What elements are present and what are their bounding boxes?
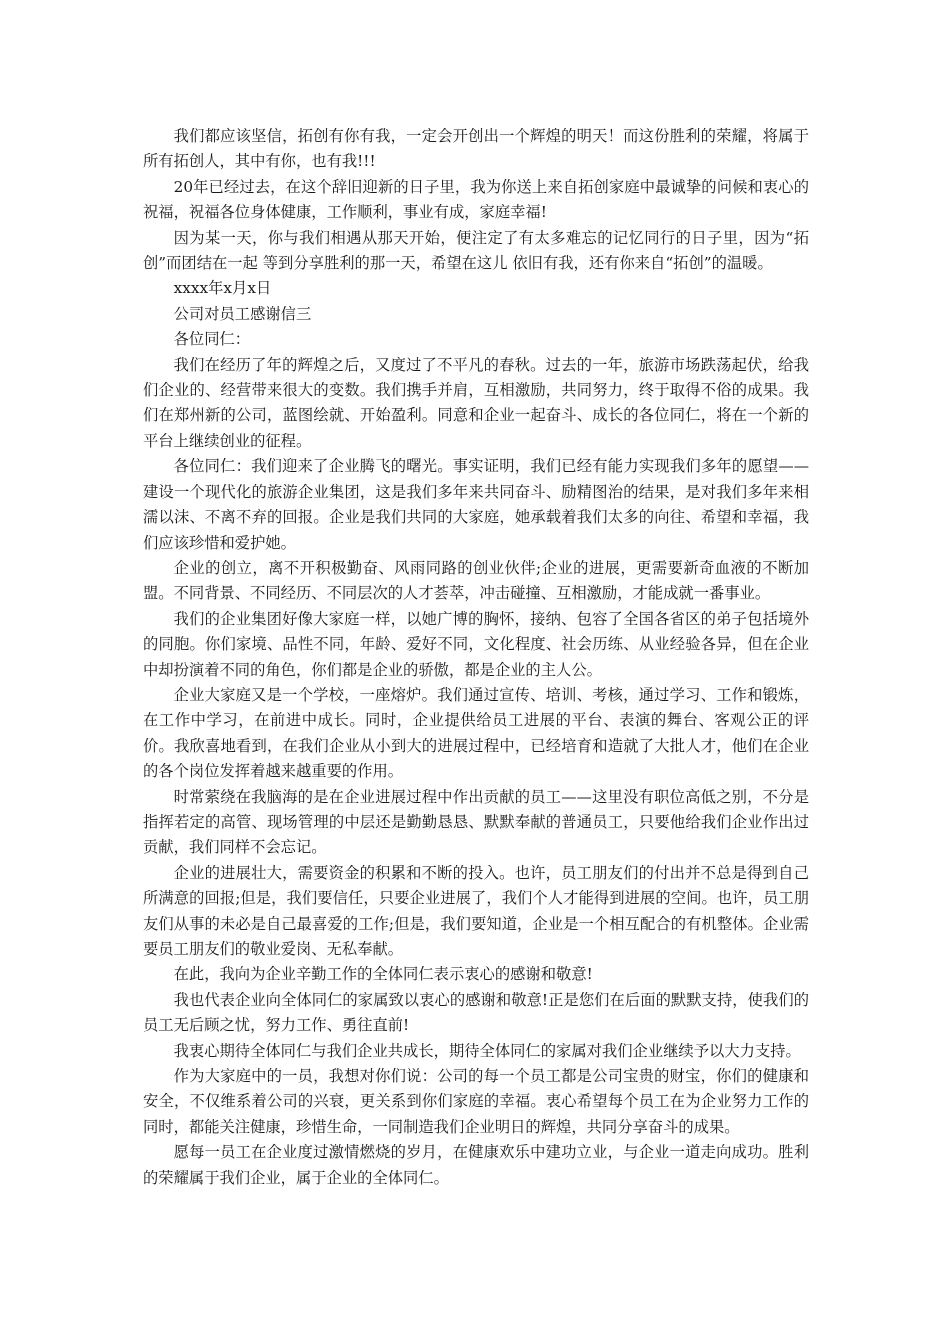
salutation: 各位同仁： bbox=[173, 330, 251, 349]
paragraph-14: 作为大家庭中的一员，我想对你们说：公司的每一个员工都是公司宝贵的财宝，你们的健康和安全，不仅维系着公司的兴衰，更关系到你们家庭的幸福。衷心希望每个员工在为企业努力工作的同时，都能关注健康，珍惜生命，一同制造我们企业明日的辉煌，共同分享奋斗的成果。 bbox=[143, 1067, 809, 1136]
paragraph-6: 企业的创立，离不开积极勤奋、风雨同路的创业伙伴;企业的进展，更需要新奇血液的不断加盟。不同背景、不同经历、不同层次的人才荟萃，冲击碰撞、互相激励，才能成就一番事业。 bbox=[143, 558, 809, 603]
paragraph-9: 时常萦绕在我脑海的是在企业进展过程中作出贡献的员工——这里没有职位高低之别，不分是指挥若定的高管、现场管理的中层还是勤勤恳恳、默默奉献的普通员工，只要他给我们企业作出过贡献，我们同样不会忘记。 bbox=[143, 787, 809, 857]
paragraph-10: 企业的进展壮大，需要资金的积累和不断的投入。也许，员工朋友们的付出并不总是得到自己所满意的回报;但是，我们要信任，只要企业进展了，我们个人才能得到进展的空间。也许，员工朋友们从事的未必是自己最喜爱的工作;但是，我们要知道，企业是一个相互配合的有机整体。企业需要员工朋友们的敬业爱岗、无私奉献。 bbox=[143, 863, 809, 958]
paragraph-3: 因为某一天，你与我们相遇从那天开始，便注定了有太多难忘的记忆同行的日子里，因为“拓创”而团结在一起 等到分享胜利的那一天，希望在这儿 依旧有我，还有你来自“拓创”的温暖。 bbox=[143, 228, 809, 273]
paragraph-1: 我们都应该坚信，拓创有你有我，一定会开创出一个辉煌的明天！而这份胜利的荣耀，将属于所有拓创人，其中有你，也有我!!! bbox=[143, 127, 809, 171]
paragraph-15: 愿每一员工在企业度过激情燃烧的岁月，在健康欢乐中建功立业，与企业一道走向成功。胜利的荣耀属于我们企业，属于企业的全体同仁。 bbox=[143, 1143, 809, 1187]
letter-title: 公司对员工感谢信三 bbox=[173, 304, 312, 323]
paragraph-5: 各位同仁：我们迎来了企业腾飞的曙光。事实证明，我们已经有能力实现我们多年的愿望——建设一个现代化的旅游企业集团，这是我们多年来共同奋斗、励精图治的结果，是对我们多年来相濡以沫、不离不弃的回报。企业是我们共同的大家庭，她承载着我们太多的向往、希望和幸福，我们应该珍惜和爱护她。 bbox=[143, 457, 809, 552]
paragraph-12: 我也代表企业向全体同仁的家属致以衷心的感谢和敬意!正是您们在后面的默默支持，使我们的员工无后顾之忧，努力工作、勇往直前! bbox=[143, 990, 809, 1035]
paragraph-2: 20年已经过去，在这个辞旧迎新的日子里，我为你送上来自拓创家庭中最诚挚的问候和衷心的祝福，祝福各位身体健康，工作顺利，事业有成，家庭幸福! bbox=[143, 177, 809, 222]
paragraph-13: 我衷心期待全体同仁与我们企业共成长，期待全体同仁的家属对我们企业继续予以大力支持。 bbox=[173, 1041, 801, 1060]
paragraph-11: 在此，我向为企业辛勤工作的全体同仁表示衷心的感谢和敬意! bbox=[173, 965, 593, 984]
paragraph-7: 我们的企业集团好像大家庭一样，以她广博的胸怀，接纳、包容了全国各省区的弟子包括境外的同胞。你们家境、品性不同，年龄、爱好不同，文化程度、社会历练、从业经验各异，但在企业中却扮演着不同的角色，你们都是企业的骄傲，都是企业的主人公。 bbox=[143, 609, 809, 679]
date-line: xxxx年x月x日 bbox=[173, 279, 272, 298]
paragraph-4: 我们在经历了年的辉煌之后，又度过了不平凡的春秋。过去的一年，旅游市场跌荡起伏，给我们企业的、经营带来很大的变数。我们携手并肩，互相激励，共同努力，终于取得不俗的成果。我们在郑州新的公司，蓝图绘就、开始盈利。同意和企业一起奋斗、成长的各位同仁，将在一个新的平台上继续创业的征程。 bbox=[143, 355, 809, 450]
paragraph-8: 企业大家庭又是一个学校，一座熔炉。我们通过宣传、培训、考核，通过学习、工作和锻炼，在工作中学习，在前进中成长。同时，企业提供给员工进展的平台、表演的舞台、客观公正的评价。我欣喜地看到，在我们企业从小到大的进展过程中，已经培育和造就了大批人才，他们在企业的各个岗位发挥着越来越重要的作用。 bbox=[143, 685, 809, 781]
letter-body bbox=[143, 124, 809, 1191]
